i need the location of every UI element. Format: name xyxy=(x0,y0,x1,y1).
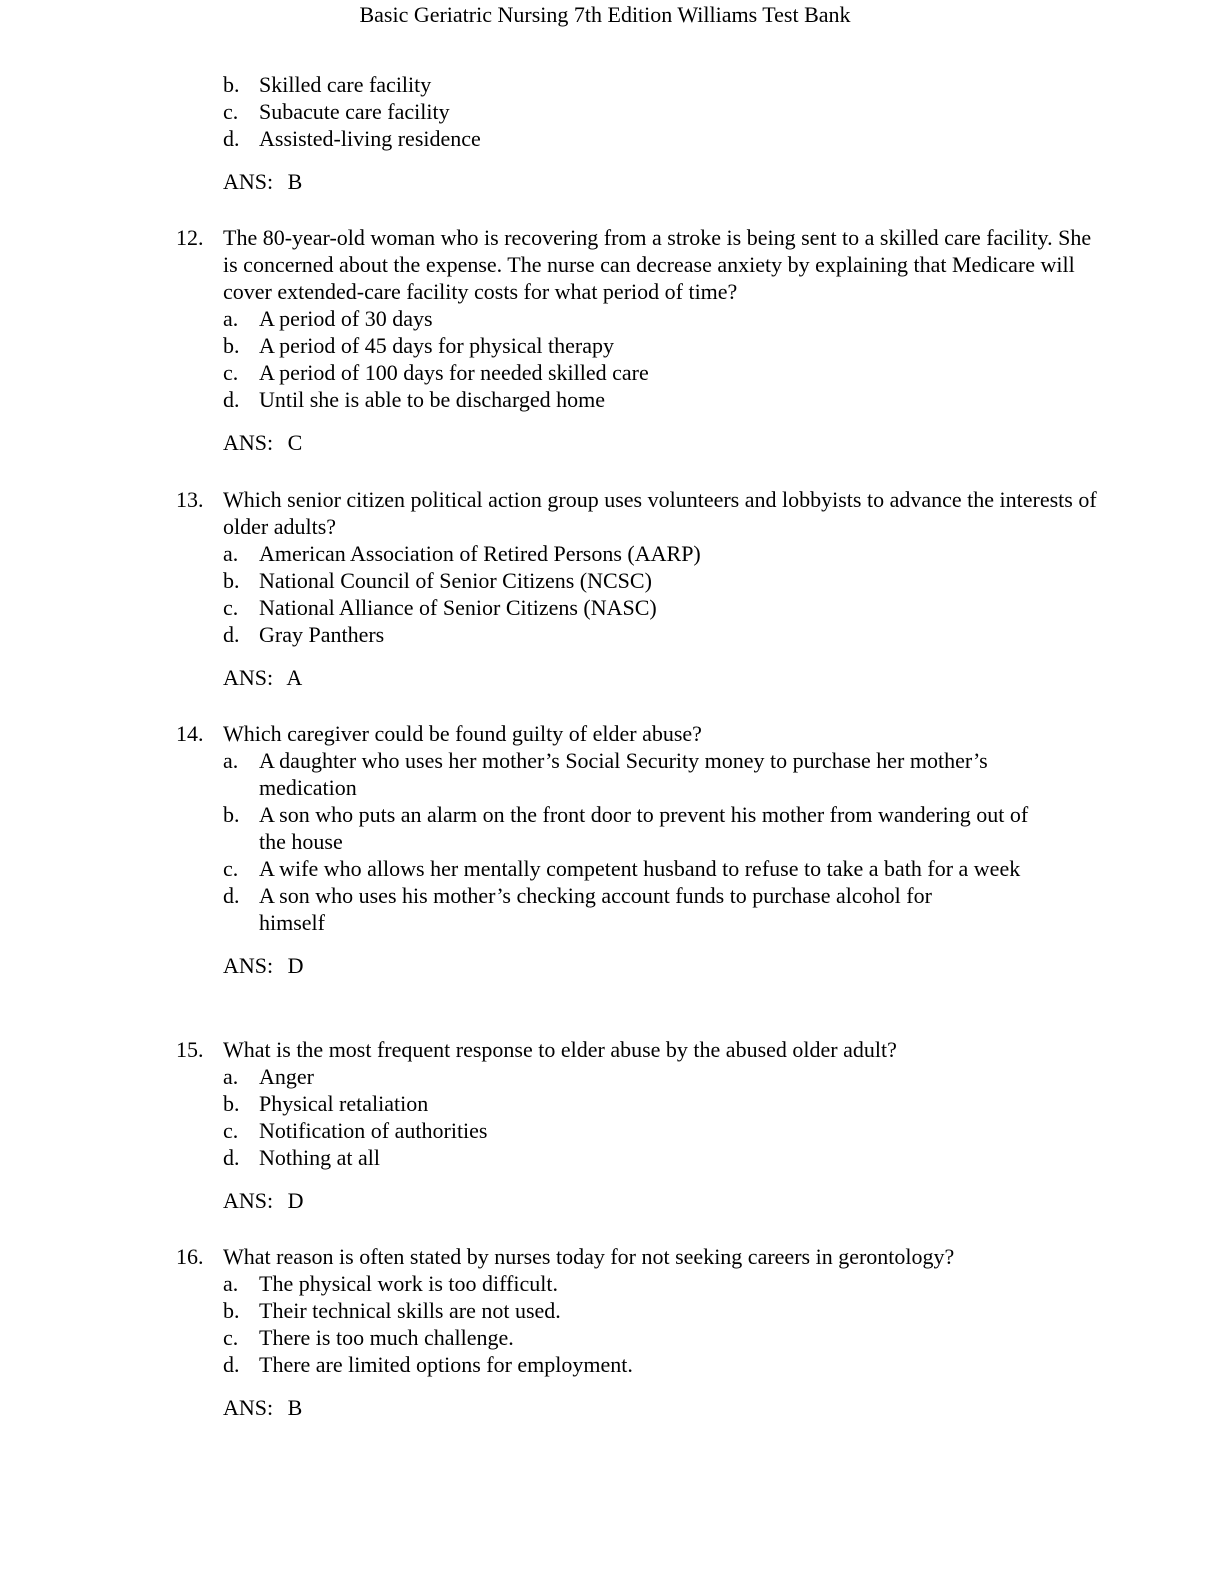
option-text: Nothing at all xyxy=(259,1145,380,1170)
answer-line xyxy=(0,1187,1224,1214)
option-letter: d. xyxy=(223,1352,240,1377)
option-letter: a. xyxy=(223,1064,239,1089)
question-number: 13. xyxy=(176,487,204,512)
answer-label: ANS: xyxy=(223,430,274,455)
question-text: What reason is often stated by nurses today for not seeking careers in gerontology? xyxy=(223,1244,955,1269)
option-d xyxy=(0,125,1059,152)
option-d xyxy=(0,386,1059,413)
option-letter: c. xyxy=(223,99,239,124)
option-d xyxy=(0,621,1059,648)
question-13 xyxy=(0,486,1224,691)
answer-label: ANS: xyxy=(223,1188,274,1213)
option-text: Subacute care facility xyxy=(259,99,450,124)
question-number: 12. xyxy=(176,225,204,250)
option-letter: a. xyxy=(223,748,239,773)
answer-label: ANS: xyxy=(223,169,274,194)
question-stem xyxy=(0,224,1103,305)
option-c xyxy=(0,1324,1059,1351)
answer-value: B xyxy=(287,1395,303,1420)
option-letter: b. xyxy=(223,333,240,358)
option-text: A period of 30 days xyxy=(259,306,433,331)
answer-label: ANS: xyxy=(223,1395,274,1420)
option-text: Until she is able to be discharged home xyxy=(259,387,606,412)
option-letter: c. xyxy=(223,1118,239,1143)
question-stem xyxy=(0,486,1103,540)
option-a xyxy=(0,747,1049,801)
option-b xyxy=(0,1297,1059,1324)
option-b xyxy=(0,1090,1059,1117)
option-b xyxy=(0,332,1059,359)
answer-value: C xyxy=(287,430,303,455)
option-text: Assisted-living residence xyxy=(259,126,481,151)
option-letter: c. xyxy=(223,1325,239,1350)
question-15 xyxy=(0,1036,1224,1214)
question-text: Which senior citizen political action group uses volunteers and lobbyists to advance the interests of older adults? xyxy=(223,487,1097,539)
option-a xyxy=(0,540,1059,567)
option-a xyxy=(0,1270,1059,1297)
option-text: There is too much challenge. xyxy=(259,1325,514,1350)
answer-line xyxy=(0,168,1224,195)
option-text: A wife who allows her mentally competent husband to refuse to take a bath for a week xyxy=(259,856,1021,881)
option-letter: b. xyxy=(223,802,240,827)
option-text: A son who uses his mother’s checking account funds to purchase alcohol for himself xyxy=(259,883,932,935)
question-14 xyxy=(0,720,1224,979)
option-b xyxy=(0,71,1059,98)
answer-line xyxy=(0,952,1224,979)
question-text: Which caregiver could be found guilty of elder abuse? xyxy=(223,721,702,746)
option-letter: a. xyxy=(223,541,239,566)
option-text: Physical retaliation xyxy=(259,1091,429,1116)
option-letter: b. xyxy=(223,568,240,593)
answer-line xyxy=(0,429,1224,456)
option-text: There are limited options for employment. xyxy=(259,1352,633,1377)
option-text: A son who puts an alarm on the front door to prevent his mother from wandering out of the house xyxy=(259,802,1029,854)
answer-value: D xyxy=(287,953,304,978)
option-letter: b. xyxy=(223,1298,240,1323)
option-c xyxy=(0,1117,1059,1144)
option-a xyxy=(0,1063,1059,1090)
option-text: Skilled care facility xyxy=(259,72,432,97)
option-letter: c. xyxy=(223,595,239,620)
question-text: What is the most frequent response to elder abuse by the abused older adult? xyxy=(223,1037,897,1062)
option-b xyxy=(0,801,1034,855)
answer-label: ANS: xyxy=(223,665,274,690)
option-letter: c. xyxy=(223,856,239,881)
question-number: 15. xyxy=(176,1037,204,1062)
question-text: The 80-year-old woman who is recovering from a stroke is being sent to a skilled care facility. She is concerned about the expense. The nurse can decrease anxiety by explaining that Medicare will cover extended-care facility costs for what period of time? xyxy=(223,225,1092,304)
option-letter: d. xyxy=(223,387,240,412)
answer-label: ANS: xyxy=(223,953,274,978)
option-text: A daughter who uses her mother’s Social Security money to purchase her mother’s medication xyxy=(259,748,988,800)
answer-value: A xyxy=(286,665,303,690)
option-text: The physical work is too difficult. xyxy=(259,1271,558,1296)
option-c xyxy=(0,855,1034,882)
question-11-continuation xyxy=(0,71,1224,195)
answer-line xyxy=(0,1394,1224,1421)
option-letter: a. xyxy=(223,306,239,331)
option-c xyxy=(0,359,1059,386)
question-12 xyxy=(0,224,1224,456)
option-letter: b. xyxy=(223,1091,240,1116)
answer-value: B xyxy=(287,169,303,194)
option-text: Their technical skills are not used. xyxy=(259,1298,561,1323)
option-letter: d. xyxy=(223,883,240,908)
option-d xyxy=(0,882,999,936)
option-letter: a. xyxy=(223,1271,239,1296)
option-text: Notification of authorities xyxy=(259,1118,488,1143)
option-letter: d. xyxy=(223,1145,240,1170)
option-c xyxy=(0,98,1059,125)
answer-line xyxy=(0,664,1224,691)
question-16 xyxy=(0,1243,1224,1421)
option-letter: d. xyxy=(223,622,240,647)
option-d xyxy=(0,1144,1059,1171)
page-header: Basic Geriatric Nursing 7th Edition Williams Test Bank xyxy=(359,2,851,27)
option-letter: b. xyxy=(223,72,240,97)
option-text: Anger xyxy=(259,1064,314,1089)
option-text: National Council of Senior Citizens (NCSC) xyxy=(259,568,652,593)
option-c xyxy=(0,594,1059,621)
option-b xyxy=(0,567,1059,594)
question-number: 16. xyxy=(176,1244,204,1269)
option-text: American Association of Retired Persons (AARP) xyxy=(259,541,701,566)
question-number: 14. xyxy=(176,721,204,746)
option-text: A period of 45 days for physical therapy xyxy=(259,333,614,358)
question-stem xyxy=(0,1036,1103,1063)
option-a xyxy=(0,305,1059,332)
option-text: Gray Panthers xyxy=(259,622,385,647)
option-d xyxy=(0,1351,1059,1378)
option-letter: d. xyxy=(223,126,240,151)
answer-value: D xyxy=(287,1188,304,1213)
option-text: National Alliance of Senior Citizens (NASC) xyxy=(259,595,657,620)
question-stem xyxy=(0,1243,1103,1270)
option-text: A period of 100 days for needed skilled care xyxy=(259,360,649,385)
question-stem xyxy=(0,720,1103,747)
option-letter: c. xyxy=(223,360,239,385)
